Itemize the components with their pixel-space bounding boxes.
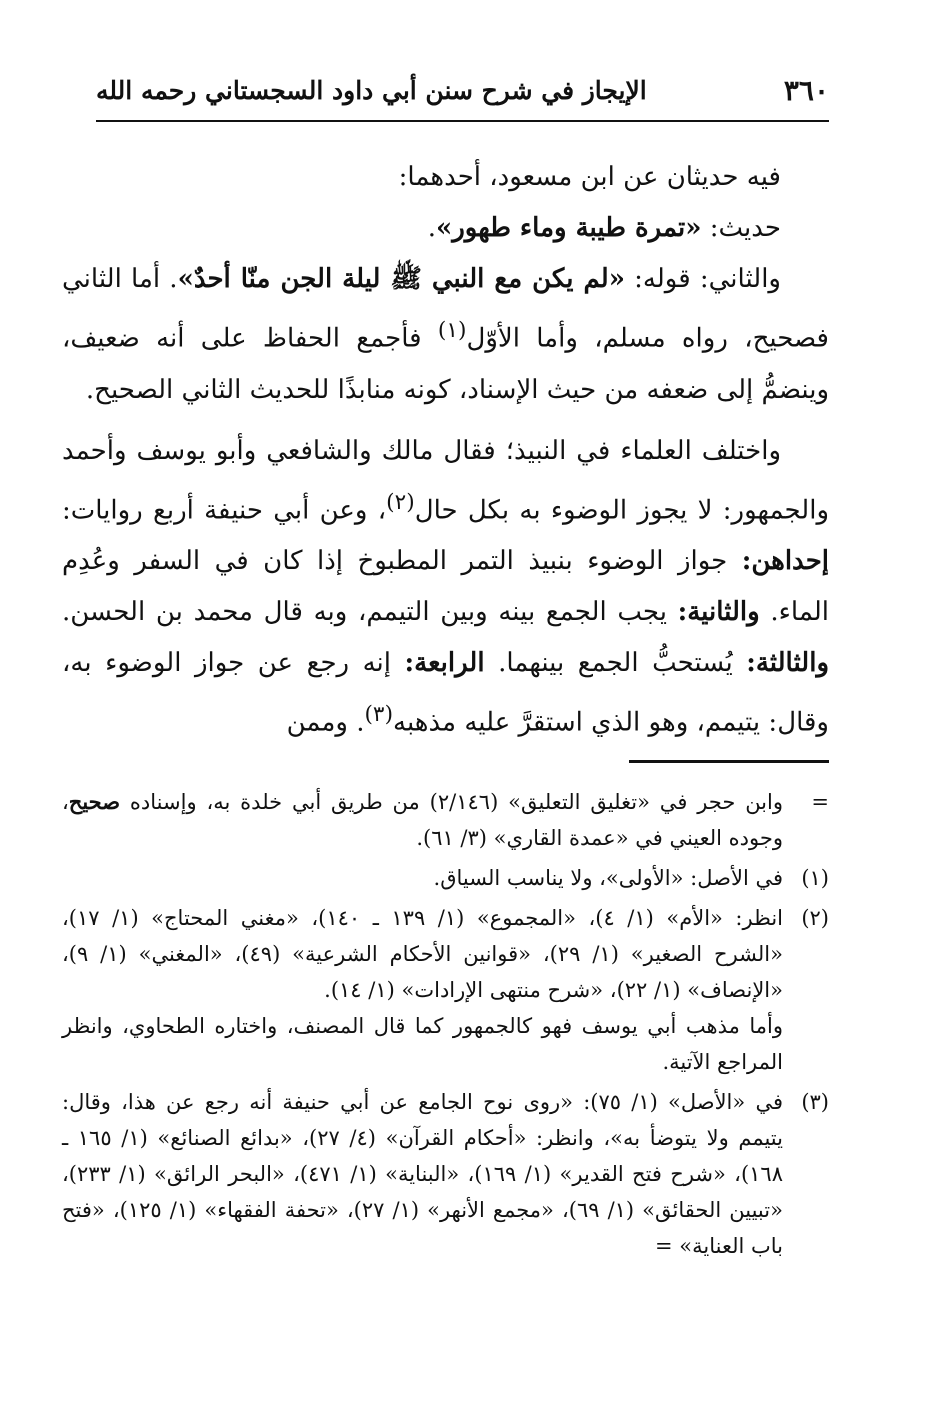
text-run: فأجمع الحفاظ على أنه ضعيف، وينضمُّ إلى ضعفه من حيث الإسناد، كونه منابذًا للحديث الثاني الصحيح. — [62, 323, 829, 405]
text-run: وابن حجر في «تغليق التعليق» (٢/١٤٦) من طريق أبي خلدة به، وإسناده — [120, 790, 783, 814]
footnote-ref[interactable]: (٢) — [386, 489, 415, 515]
continuation-mark: = — [811, 790, 829, 814]
text-run: إنه رجع عن جواز الوضوء به، وقال: يتيمم، وهو الذي استقرَّ عليه مذهبه — [62, 648, 829, 738]
paragraph — [62, 152, 829, 203]
hadith-quote: «تمرة طيبة وماء طهور» — [435, 213, 702, 243]
footnote-1 — [62, 860, 829, 896]
page-header — [96, 72, 829, 112]
keyword: إحداهن: — [741, 546, 829, 577]
footnote-text: وأما مذهب أبي يوسف فهو كالجمهور كما قال المصنف، واختاره الطحاوي، وانظر المراجع الآتية. — [62, 1014, 783, 1074]
footnote-text: انظر: «الأم» (١/ ٤)، «المجموع» (١/ ١٣٩ ـ ١٤٠)، «مغني المحتاج» (١/ ١٧)، «الشرح الصغير» (١/ ٢٩)، «قوانين الأحكام الشرعية» (٤٩)، «المغني» (١/ ٩)، «الإنصاف» (١/ ٢٢)، «شرح منتهى الإرادات» (١/ ١٤). — [62, 906, 783, 1002]
footnote-3 — [62, 1084, 829, 1264]
footnote-ref[interactable]: (٣) — [364, 702, 394, 728]
paragraph — [62, 426, 829, 749]
keyword: والثالثة: — [746, 648, 830, 679]
footnote-ref[interactable]: (١) — [437, 318, 467, 343]
text-run: جواز الوضوء بنبيذ التمر المطبوخ إذا كان في السفر وعُدِم الماء. — [62, 546, 829, 628]
keyword: الرابعة: — [404, 648, 485, 679]
paragraph — [62, 254, 829, 416]
text-run: . — [427, 213, 436, 243]
text-run: والثاني: قوله: — [624, 264, 781, 294]
text-run: . أما الثاني فصحيح، رواه مسلم، وأما الأوّل — [62, 264, 829, 354]
footnote-number: (١) — [801, 866, 829, 890]
text-run: صحيح — [68, 789, 121, 814]
text-run: حديث: — [701, 213, 781, 243]
footnote-continuation — [62, 784, 829, 856]
text-run: فيه حديثان عن ابن مسعود، أحدهما: — [398, 162, 781, 192]
running-title: الإيجاز في شرح سنن أبي داود السجستاني رحمه الله — [96, 76, 647, 105]
footnotes — [62, 784, 829, 1268]
footnote-text: في «الأصل» (١/ ٧٥): «روى نوح الجامع عن أبي حنيفة أنه رجع عن هذا، وقال: يتيمم ولا يتوضأ به»، وانظر: «أحكام القرآن» (٤/ ٢٧)، «بدائع الصنائع» (١/ ١٦٥ ـ ١٦٨)، «شرح فتح القدير» (١/ ١٦٩)، «البناية» (١/ ٤٧١)، «البحر الرائق» (١/ ٢٣٣)، «تبيين الحقائق» (١/ ٦٩)، «مجمع الأنهر» (١/ ٢٧)، «تحفة الفقهاء» (١/ ١٢٥)، «فتح باب العناية» = — [62, 1090, 783, 1258]
footnote-rule — [629, 760, 829, 763]
text-run: . وممن — [286, 707, 365, 738]
keyword: والثانية: — [677, 597, 760, 628]
text-run: واختلف العلماء في النبيذ؛ فقال مالك والشافعي وأبو يوسف وأحمد والجمهور: لا يجوز الوضوء به بكل حال — [62, 435, 829, 526]
footnote-number: (٣) — [801, 1090, 829, 1114]
main-text — [62, 152, 829, 749]
text-run: يجب الجمع بينه وبين التيمم، وبه قال محمد بن الحسن. — [62, 597, 678, 628]
page-number: ٣٦٠ — [783, 74, 829, 107]
header-rule — [96, 120, 829, 122]
footnote-number: (٢) — [801, 906, 829, 930]
paragraph — [62, 203, 829, 254]
hadith-quote: «لم يكن مع النبي ﷺ ليلة الجن منّا أحدٌ» — [177, 264, 625, 294]
footnote-2 — [62, 900, 829, 1080]
text-run: ، وجوده العيني في «عمدة القاري» (٣/ ٦١). — [62, 790, 783, 850]
footnote-text: في الأصل: «الأولى»، ولا يناسب السياق. — [433, 866, 783, 890]
text-run: يُستحبُّ الجمع بينهما. — [484, 648, 747, 679]
text-run: ، وعن أبي حنيفة أربع روايات: — [62, 495, 387, 526]
